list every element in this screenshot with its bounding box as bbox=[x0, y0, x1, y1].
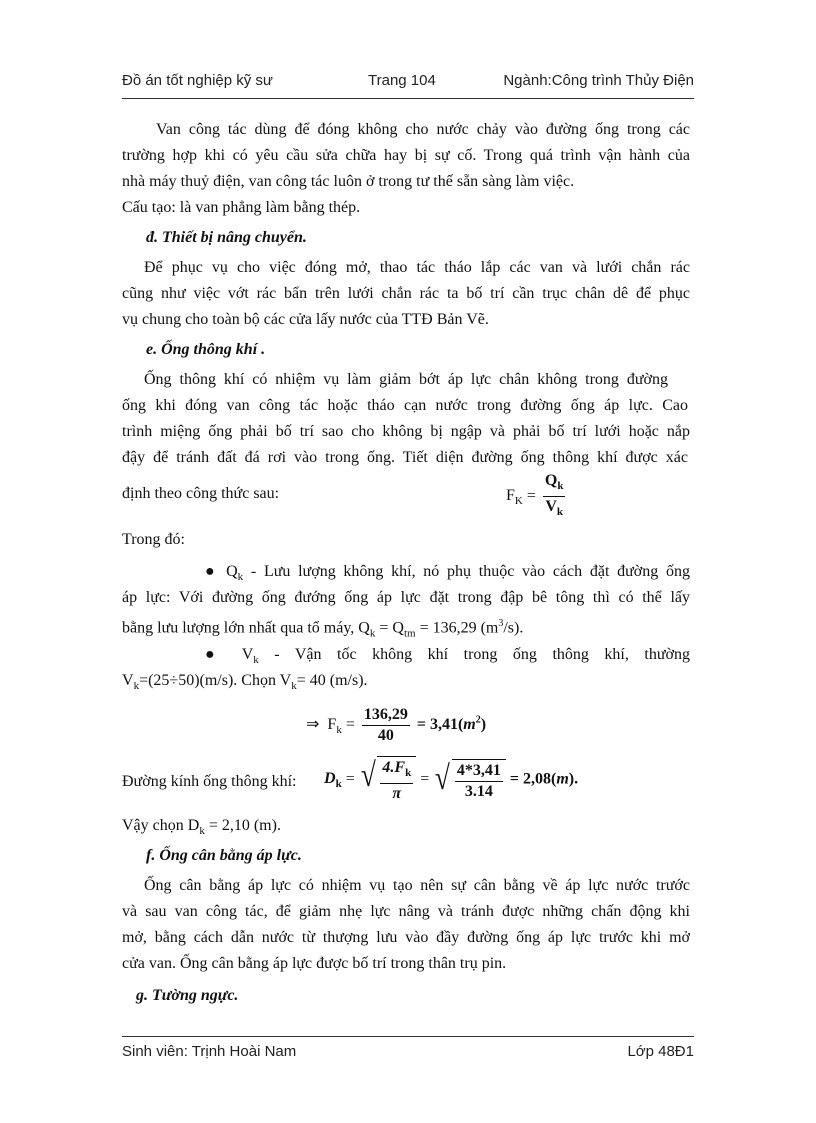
header-department: Ngành:Công trình Thủy Điện bbox=[503, 72, 694, 89]
paragraph-line: Van công tác dùng để đóng không cho nước chảy vào đường ống trong các bbox=[156, 121, 690, 138]
sqrt-icon: √ bbox=[360, 757, 376, 794]
section-heading-e: e. Ống thông khí . bbox=[146, 341, 266, 358]
paragraph-line: và sau van công tác, để giảm nhẹ lực nâng và tránh được những chấn động khi bbox=[122, 903, 690, 920]
header-page-number: Trang 104 bbox=[368, 72, 436, 89]
paragraph-line: Ống cân bằng áp lực có nhiệm vụ tạo nên sự cân bằng về áp lực nước trước bbox=[144, 877, 690, 894]
formula-fk-calculation: ⇒ $F_k$ = $\frac{136,29}{40}$ = $3,41(m^2)$ bbox=[306, 706, 487, 744]
formula-fk-lhs: $F_K$ bbox=[506, 487, 523, 508]
formula-diameter: $D_k$ = √ $\frac{4.F_k}{\pi}$ = √ $\frac{4*3,41}{3.14}$ = 2,08(m). bbox=[324, 757, 579, 803]
where-label: Trong đó: bbox=[122, 531, 185, 548]
paragraph-line: bằng lưu lượng lớn nhất qua tổ máy, $Q_k = Q_{tm} = 136,29$ $(m^3/s)$. bbox=[122, 618, 524, 640]
section-heading-f: f. Ống cân bằng áp lực. bbox=[146, 847, 302, 864]
paragraph-line: Cấu tạo: là van phẳng làm bằng thép. bbox=[122, 199, 361, 216]
paragraph-line: Ống thông khí có nhiệm vụ làm giảm bớt áp lực chân không trong đường bbox=[144, 371, 668, 388]
paragraph-line: mở, bằng cách dẫn nước từ thượng lưu vào đầy đường ống áp lực trước khi mở bbox=[122, 929, 690, 946]
bullet-item-qk: ● $Q_k$ - Lưu lượng không khí, nó phụ thuộc vào cách đặt đường ống bbox=[205, 563, 690, 584]
chosen-diameter: Vậy chọn $D_k = 2,10$ (m). bbox=[122, 817, 281, 838]
footer-student: Sinh viên: Trịnh Hoài Nam bbox=[122, 1043, 297, 1060]
paragraph-line: định theo công thức sau: bbox=[122, 485, 280, 502]
diameter-label: Đường kính ống thông khí: bbox=[122, 773, 297, 790]
paragraph-line: vụ chung cho toàn bộ các cửa lấy nước của TTĐ Bản Vẽ. bbox=[122, 311, 489, 328]
formula-calc-fraction: $\frac{136,29}{40}$ bbox=[363, 706, 408, 744]
paragraph-line: trình miệng ống phải bố trí sao cho không bị ngập và phải bố trí lưới hoặc nắp bbox=[122, 423, 690, 440]
implies-icon: ⇒ bbox=[306, 716, 324, 734]
paragraph-line: cũng như việc vớt rác bẩn trên lưới chắn rác ta bố trí cần trục chân dê để phục bbox=[122, 285, 690, 302]
page-footer bbox=[122, 1036, 694, 1065]
bullet-item-vk: ● $V_k$ - Vận tốc không khí trong ống thông khí, thường bbox=[205, 646, 690, 667]
paragraph-line: $V_k=(25\div 50)(m/s)$. Chọn $V_k= 40$ (m/s). bbox=[122, 672, 368, 693]
paragraph-line: đậy để tránh đất đá rơi vào trong ống. Tiết diện đường ống thông khí được xác bbox=[122, 449, 688, 466]
paragraph-line: nhà máy thuỷ điện, van công tác luôn ở trong tư thế sẵn sàng làm việc. bbox=[122, 173, 575, 190]
page-header bbox=[122, 70, 694, 99]
sqrt-icon: √ bbox=[435, 759, 451, 797]
paragraph-line: áp lực: Với đường ống đướng ống áp lực đặt trong đập bê tông thì có thể lấy bbox=[122, 589, 690, 606]
bullet-icon: ● bbox=[205, 646, 242, 663]
formula-fk-fraction: $\frac{Q_k}{V_k}$ bbox=[544, 472, 564, 519]
paragraph-line: ống khi đóng van công tác hoặc tháo cạn nước trong đường ống áp lực. Cao bbox=[122, 397, 688, 414]
header-thesis-title: Đồ án tốt nghiệp kỹ sư bbox=[122, 72, 273, 89]
paragraph-line: trường hợp khi có yêu cầu sửa chữa hay bị sự cố. Trong quá trình vận hành của bbox=[122, 147, 690, 164]
section-heading-g: g. Tường ngực. bbox=[136, 987, 239, 1004]
section-heading-d: đ. Thiết bị nâng chuyển. bbox=[146, 229, 307, 246]
formula-fk: $F_K$ = $\frac{Q_k}{V_k}$ bbox=[506, 472, 568, 521]
bullet-icon: ● bbox=[205, 563, 227, 580]
paragraph-line: cửa van. Ống cân bằng áp lực được bố trí trong thân trụ pin. bbox=[122, 955, 507, 972]
footer-class: Lớp 48Đ1 bbox=[627, 1043, 694, 1060]
paragraph-line: Để phục vụ cho việc đóng mở, thao tác tháo lắp các van và lưới chắn rác bbox=[144, 259, 690, 276]
